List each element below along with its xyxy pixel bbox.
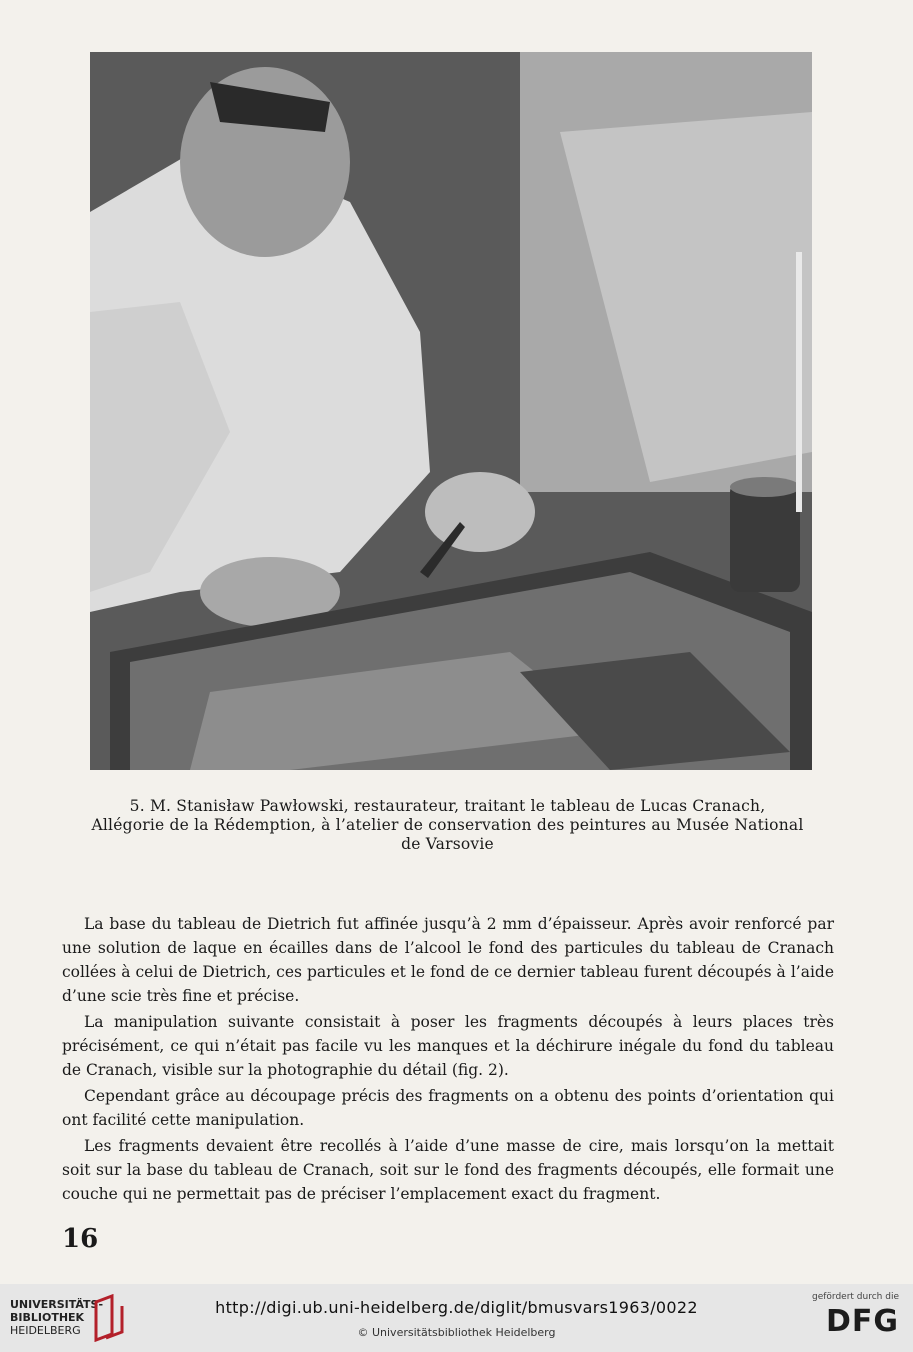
paragraph: Les fragments devaient être recollés à l’aide d’une masse de cire, mais lorsqu’on la mettait soit sur la base du tableau de Cranach, soit sur le fond des fragments découpés, elle formait une couche qui ne permettait pas de préciser l’emplacement exact du fragment. [62, 1137, 834, 1203]
caption-line: Allégorie de la Rédemption, à l’atelier de conservation des peintures au Musée National [91, 816, 804, 834]
caption-line: 5. M. Stanisław Pawłowski, restaurateur, traitant le tableau de Lucas Cranach, [129, 797, 766, 815]
restorer-photograph [90, 52, 812, 770]
funding-note: gefördert durch die [812, 1292, 899, 1302]
copyright-notice: © Universitätsbibliothek Heidelberg [357, 1326, 556, 1339]
caption-line: de Varsovie [401, 835, 494, 853]
permalink-url[interactable]: http://digi.ub.uni-heidelberg.de/diglit/bmusvars1963/0022 [215, 1298, 698, 1317]
library-name-line: HEIDELBERG [10, 1324, 81, 1337]
paragraph: Cependant grâce au découpage précis des fragments on a obtenu des points d’orientation qui ont facilité cette manipulation. [62, 1087, 834, 1129]
body-text [62, 912, 834, 1208]
paragraph: La base du tableau de Dietrich fut affinée jusqu’à 2 mm d’épaisseur. Après avoir renforcé par une solution de laque en écailles dans de l’alcool le fond des particules du tableau de Cranach collées à celui de Dietrich, ces particules et le fond de ce dernier tableau furent découpés à l’aide d’une scie très fine et précise. [62, 915, 834, 1005]
page-number: 16 [62, 1224, 99, 1254]
library-name-line: BIBLIOTHEK [10, 1311, 85, 1324]
paragraph: La manipulation suivante consistait à poser les fragments découpés à leurs places très précisément, ce qui n’était pas facile vu les manques et la déchirure inégale du fond du tableau de Cranach, visible sur la photographie du détail (fig. 2). [62, 1013, 834, 1079]
photo-illustration [90, 52, 812, 770]
figure-caption [75, 797, 820, 854]
digitization-footer [0, 1284, 913, 1352]
dfg-logo: DFG [825, 1304, 899, 1339]
library-name-line: UNIVERSITÄTS- [10, 1298, 104, 1311]
